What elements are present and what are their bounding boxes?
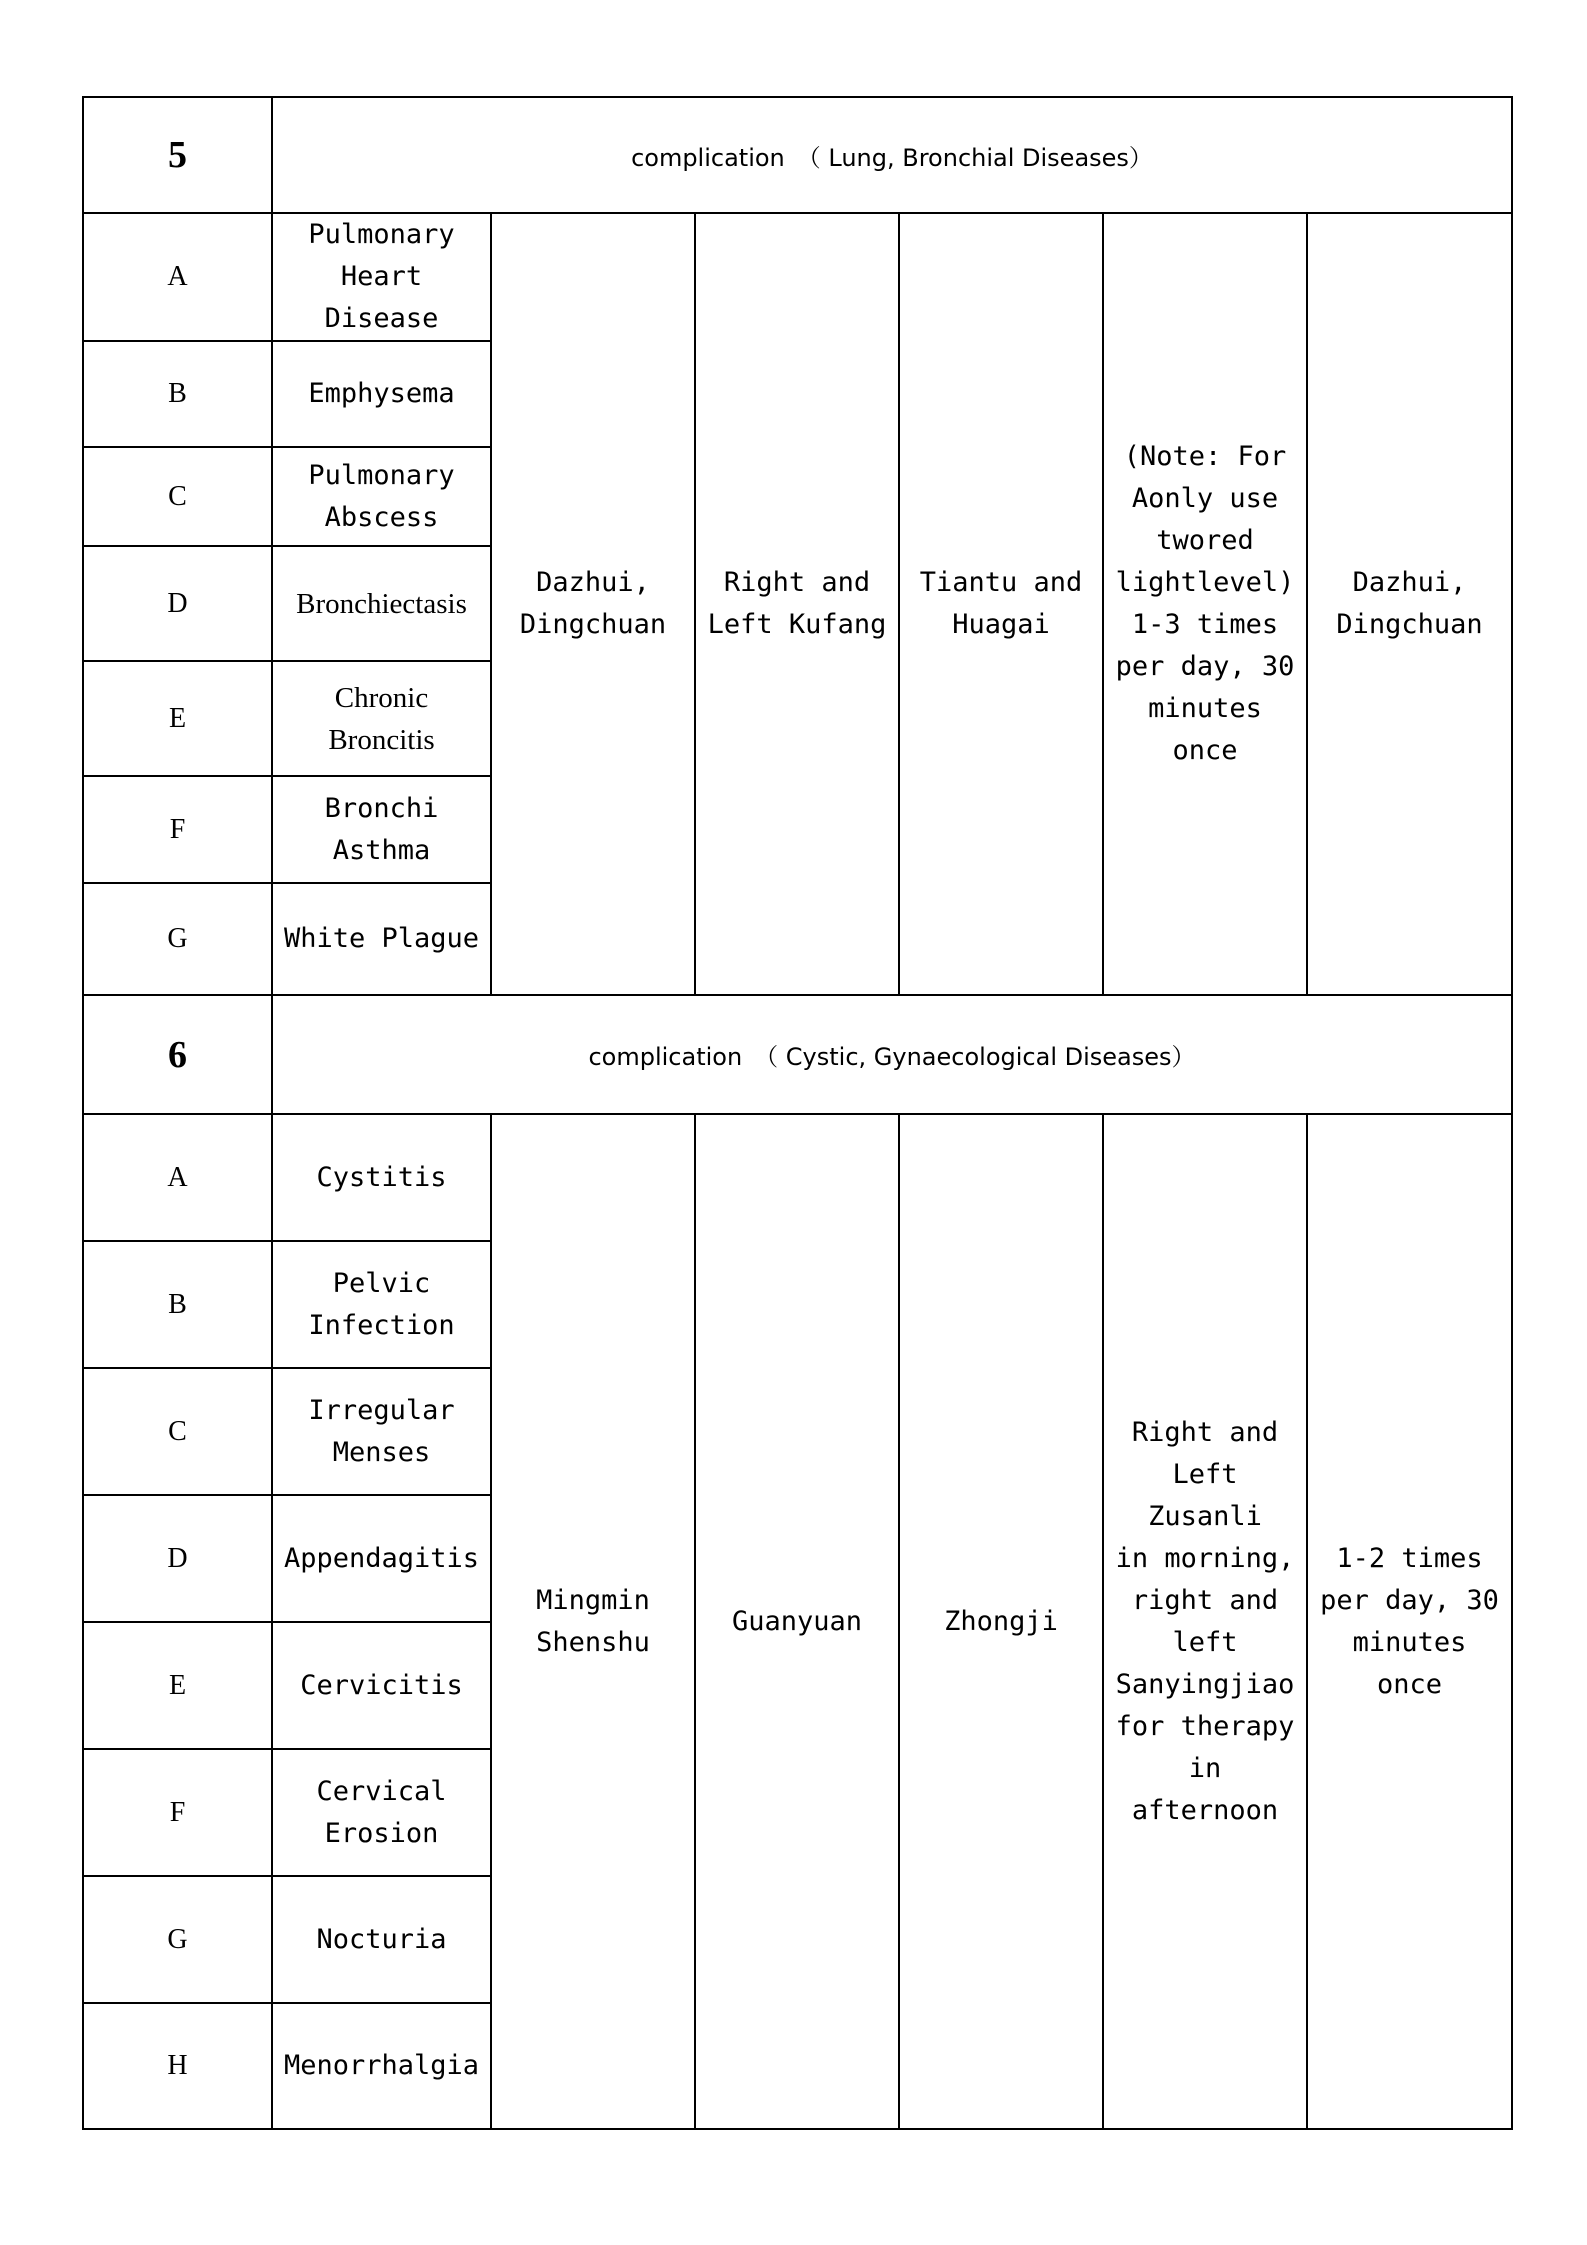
acupoint-cell: Right and Left Kufang (695, 213, 899, 995)
disease-name: Chronic Broncitis (272, 661, 491, 776)
row-letter: C (83, 447, 272, 546)
row-letter: D (83, 1495, 272, 1622)
section-header-row (83, 97, 1512, 213)
disease-name: Bronchiectasis (272, 546, 491, 661)
disease-name: Pulmonary Abscess (272, 447, 491, 546)
disease-name: Bronchi Asthma (272, 776, 491, 883)
row-letter: A (83, 1114, 272, 1241)
disease-name: Appendagitis (272, 1495, 491, 1622)
section-title: complication （ Cystic, Gynaecological Diseases） (272, 995, 1512, 1114)
disease-name: Cervicitis (272, 1622, 491, 1749)
disease-name: Irregular Menses (272, 1368, 491, 1495)
table-row (83, 1114, 1512, 1241)
row-letter: B (83, 1241, 272, 1368)
disease-name: Pelvic Infection (272, 1241, 491, 1368)
therapy-note-cell: Right and Left Zusanli in morning, right and left Sanyingjiao for therapy in afternoon (1103, 1114, 1307, 2129)
section-title: complication （ Lung, Bronchial Diseases） (272, 97, 1512, 213)
section-number: 5 (83, 97, 272, 213)
section-header-row (83, 995, 1512, 1114)
row-letter: G (83, 883, 272, 995)
acupoint-cell: Zhongji (899, 1114, 1103, 2129)
section-number: 6 (83, 995, 272, 1114)
row-letter: B (83, 341, 272, 447)
row-letter: C (83, 1368, 272, 1495)
acupoint-cell: Dazhui, Dingchuan (491, 213, 695, 995)
row-letter: H (83, 2003, 272, 2129)
disease-name: Emphysema (272, 341, 491, 447)
treatment-table (82, 96, 1513, 2130)
row-letter: E (83, 1622, 272, 1749)
disease-name: Cervical Erosion (272, 1749, 491, 1876)
row-letter: F (83, 1749, 272, 1876)
therapy-note-cell: (Note: For Aonly use twored lightlevel) 1-3 times per day, 30 minutes once (1103, 213, 1307, 995)
disease-name: White Plague (272, 883, 491, 995)
disease-name: Nocturia (272, 1876, 491, 2003)
disease-name: Cystitis (272, 1114, 491, 1241)
row-letter: G (83, 1876, 272, 2003)
acupoint-cell: Tiantu and Huagai (899, 213, 1103, 995)
disease-name: Pulmonary Heart Disease (272, 213, 491, 341)
frequency-cell: 1-2 times per day, 30 minutes once (1307, 1114, 1512, 2129)
acupoint-cell: Guanyuan (695, 1114, 899, 2129)
row-letter: A (83, 213, 272, 341)
disease-name: Menorrhalgia (272, 2003, 491, 2129)
row-letter: F (83, 776, 272, 883)
row-letter: E (83, 661, 272, 776)
acupoint-cell: Dazhui, Dingchuan (1307, 213, 1512, 995)
table-row (83, 213, 1512, 341)
acupoint-cell: Mingmin Shenshu (491, 1114, 695, 2129)
row-letter: D (83, 546, 272, 661)
